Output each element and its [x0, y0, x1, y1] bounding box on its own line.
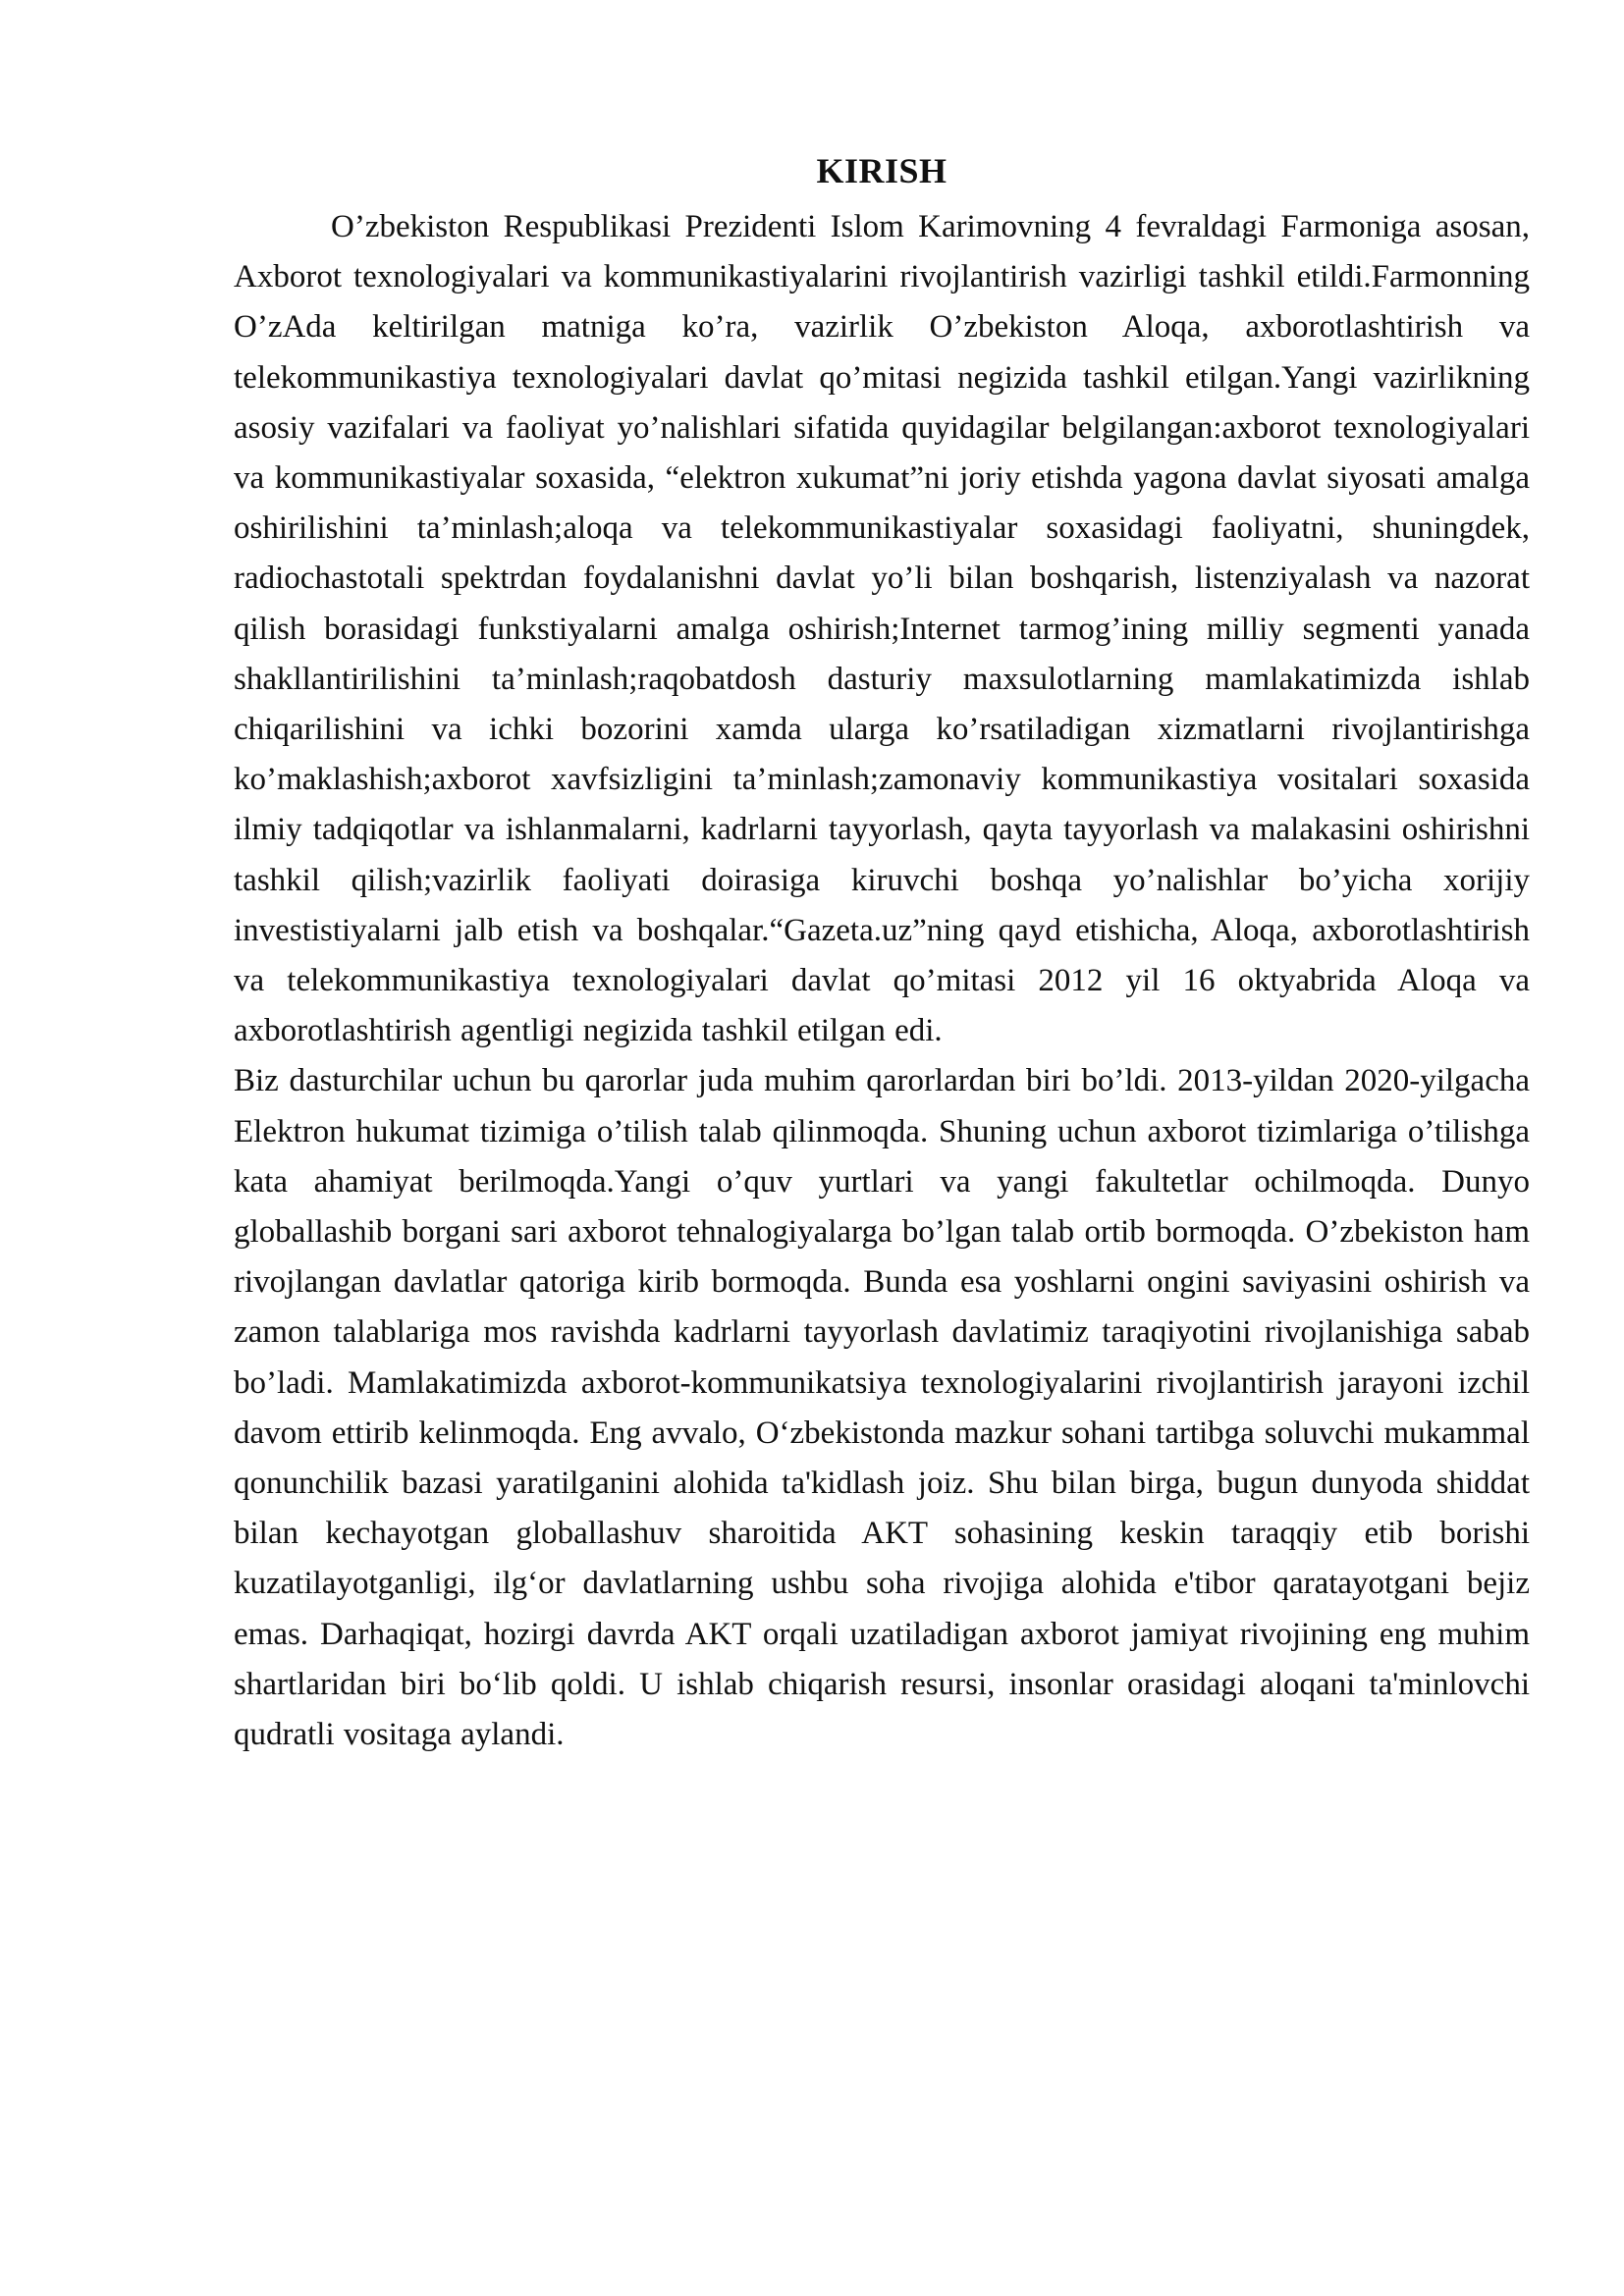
intro-paragraph: O’zbekiston Respublikasi Prezidenti Islom Karimovning 4 fevraldagi Farmoniga asosan, Axborot texnologiyalari va kommunikastiyalarini rivojlantirish vazirligi tashkil etildi.Farmonning O’zAda keltirilgan matniga ko’ra, vazirlik O’zbekiston Aloqa, axborotlashtirish va telekommunikastiya texnologiyalari davlat qo’mitasi negizida tashkil etilgan.Yangi vazirlikning asosiy vazifalari va faoliyat yo’nalishlari sifatida quyidagilar belgilangan:axborot texnologiyalari va kommunikastiyalar soxasida, “elektron xukumat”ni joriy etishda yagona davlat siyosati amalga oshirilishini ta’minlash;aloqa va telekommunikastiyalar soxasidagi faoliyatni, shuningdek, radiochastotali spektrdan foydalanishni davlat yo’li bilan boshqarish, listenziyalash va nazorat qilish borasidagi funkstiyalarni amalga oshirish;Internet tarmog’ining milliy segmenti yanada shakllantirilishini ta’minlash;raqobatdosh dasturiy maxsulotlarning mamlakatimizda ishlab chiqarilishini va ichki bozorini xamda ularga ko’rsatiladigan xizmatlarni rivojlantirishga ko’maklashish;axborot xavfsizligini ta’minlash;zamonaviy kommunikastiya vositalari soxasida ilmiy tadqiqotlar va ishlanmalarni, kadrlarni tayyorlash, qayta tayyorlash va malakasini oshirishni tashkil qilish;vazirlik faoliyati doirasiga kiruvchi boshqa yo’nalishlar bo’yicha xorijiy investistiyalarni jalb etish va boshqalar.“Gazeta.uz”ning qayd etishicha, Aloqa, axborotlashtirish va telekommunikastiya texnologiyalari davlat qo’mitasi 2012 yil 16 oktyabrida Aloqa va axborotlashtirish agentligi negizida tashkil etilgan edi.	[234, 209, 1530, 1049]
second-paragraph: Biz dasturchilar uchun bu qarorlar juda muhim qarorlardan biri bo’ldi. 2013-yildan 2020-yilgacha Elektron hukumat tizimiga o’tilish talab qilinmoqda. Shuning uchun axborot tizimlariga o’tilishga kata ahamiyat berilmoqda.Yangi o’quv yurtlari va yangi fakultetlar ochilmoqda. Dunyo globallashib borgani sari axborot tehnalogiyalarga bo’lgan talab ortib bormoqda. O’zbekiston ham rivojlangan davlatlar qatoriga kirib bormoqda. Bunda esa yoshlarni ongini saviyasini oshirish va zamon talablariga mos ravishda kadrlarni tayyorlash davlatimiz taraqiyotini rivojlanishiga sabab bo’ladi. Mamlakatimizda axborot-kommunikatsiya texnologiyalarini rivojlantirish jarayoni izchil davom ettirib kelinmoqda. Eng avvalo, O‘zbekistonda mazkur sohani tartibga soluvchi mukammal qonunchilik bazasi yaratilganini alohida ta'kidlash joiz. Shu bilan birga, bugun dunyoda shiddat bilan kechayotgan globallashuv sharoitida AKT sohasining keskin taraqqiy etib borishi kuzatilayotganligi, ilg‘or davlatlarning ushbu soha rivojiga alohida e'tibor qaratayotgani bejiz emas. Darhaqiqat, hozirgi davrda AKT orqali uzatiladigan axborot jamiyat rivojining eng muhim shartlaridan biri bo‘lib qoldi. U ishlab chiqarish resursi, insonlar orasidagi aloqani ta'minlovchi qudratli vositaga aylandi.	[234, 1063, 1530, 1753]
document-body	[234, 147, 1530, 1760]
document-title: KIRISH	[816, 151, 947, 190]
